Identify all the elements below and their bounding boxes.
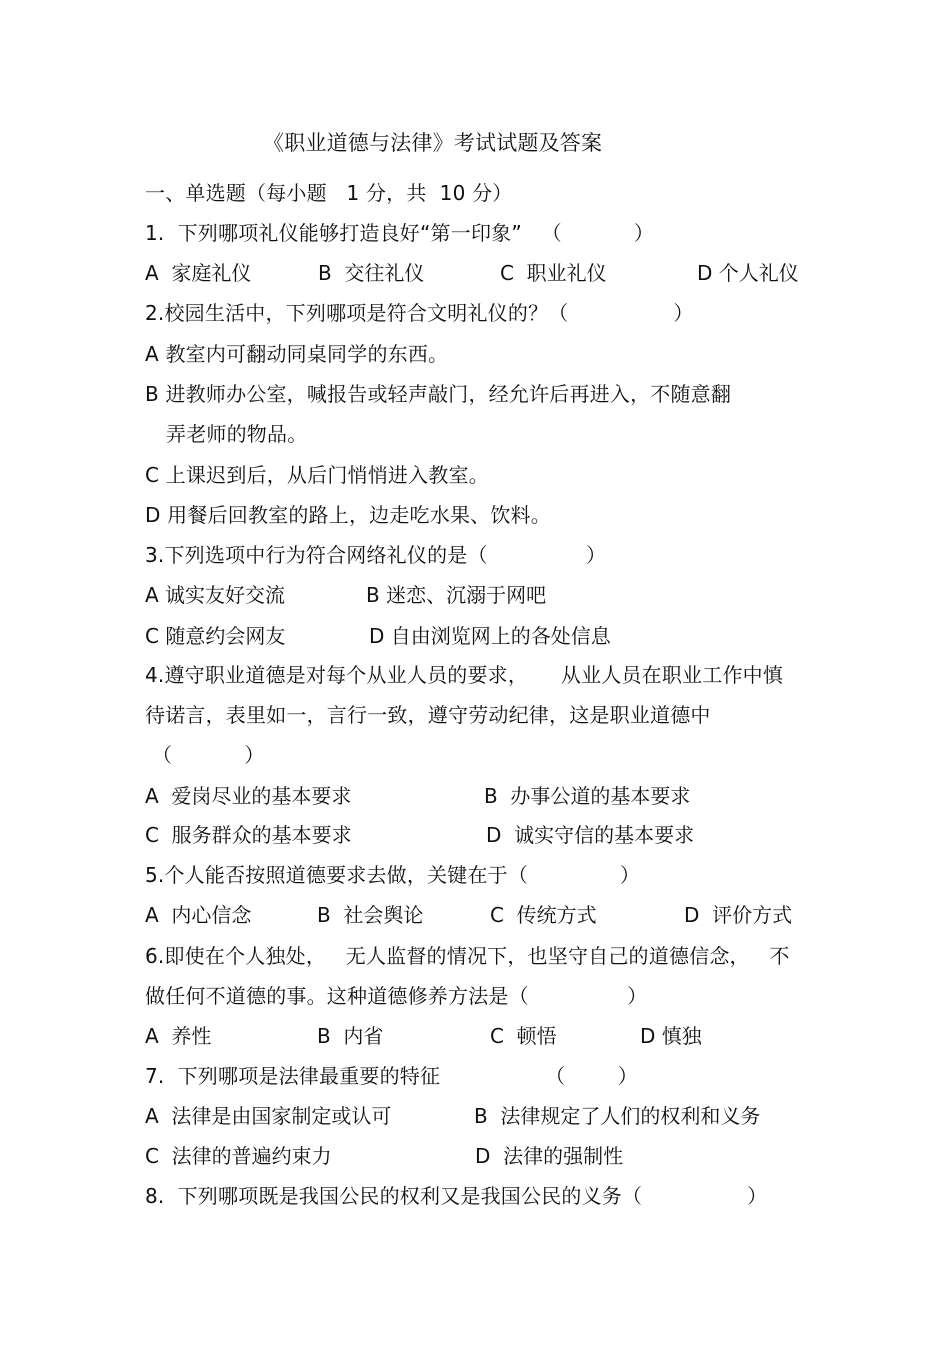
- question-2-option-d: D 用餐后回教室的路上，边走吃水果、饮料。: [145, 503, 551, 527]
- question-4-stem-line-3: （ ）: [152, 743, 265, 767]
- question-3-option-c: C 随意约会网友: [145, 624, 286, 648]
- question-7-option-a: A 法律是由国家制定或认可: [145, 1104, 392, 1128]
- question-1-option-d: D 个人礼仪: [697, 261, 799, 285]
- question-4-option-c: C 服务群众的基本要求: [145, 823, 352, 847]
- question-3-option-d: D 自由浏览网上的各处信息: [369, 624, 611, 648]
- question-2-option-a: A 教室内可翻动同桌同学的东西。: [145, 342, 449, 366]
- question-1-option-c: C 职业礼仪: [500, 261, 607, 285]
- question-6-option-c: C 顿悟: [490, 1024, 557, 1048]
- question-3-option-b: B 迷恋、沉溺于网吧: [366, 583, 547, 607]
- question-2-stem: 2.校园生活中，下列哪项是符合文明礼仪的？（ ）: [145, 301, 694, 325]
- question-5-option-d: D 评价方式: [684, 903, 793, 927]
- question-7-option-b: B 法律规定了人们的权利和义务: [474, 1104, 761, 1128]
- question-8-stem: 8. 下列哪项既是我国公民的权利又是我国公民的义务（ ）: [145, 1184, 768, 1208]
- question-2-option-b: B 进教师办公室，喊报告或轻声敲门，经允许后再进入，不随意翻: [145, 382, 732, 406]
- question-5-stem: 5.个人能否按照道德要求去做，关键在于（ ）: [145, 863, 641, 887]
- document-title: 《职业道德与法律》考试试题及答案: [263, 131, 603, 155]
- question-6-option-b: B 内省: [317, 1024, 384, 1048]
- section-heading: 一、单选题（每小题 1 分，共 10 分）: [145, 181, 513, 205]
- question-7-stem: 7. 下列哪项是法律最重要的特征 （ ）: [145, 1064, 638, 1088]
- question-5-option-c: C 传统方式: [490, 903, 597, 927]
- question-4-option-d: D 诚实守信的基本要求: [486, 823, 695, 847]
- question-7-option-d: D 法律的强制性: [475, 1144, 624, 1168]
- question-3-stem: 3.下列选项中行为符合网络礼仪的是（ ）: [145, 543, 607, 567]
- question-5-option-b: B 社会舆论: [317, 903, 424, 927]
- question-1-option-b: B 交往礼仪: [318, 261, 425, 285]
- question-2-option-b-continued: 弄老师的物品。: [166, 422, 308, 446]
- question-2-option-c: C 上课迟到后，从后门悄悄进入教室。: [145, 463, 489, 487]
- question-6-option-d: D 慎独: [640, 1024, 702, 1048]
- question-7-option-c: C 法律的普遍约束力: [145, 1144, 332, 1168]
- question-6-stem-line-2: 做任何不道德的事。这种道德修养方法是（ ）: [145, 984, 648, 1008]
- question-1-stem: 1. 下列哪项礼仪能够打造良好“第一印象” （ ）: [145, 221, 655, 245]
- question-3-option-a: A 诚实友好交流: [145, 583, 286, 607]
- question-5-option-a: A 内心信念: [145, 903, 252, 927]
- question-6-option-a: A 养性: [145, 1024, 212, 1048]
- question-4-option-a: A 爱岗尽业的基本要求: [145, 784, 352, 808]
- question-4-stem-line-2: 待诺言，表里如一，言行一致，遵守劳动纪律，这是职业道德中: [145, 703, 711, 727]
- question-4-option-b: B 办事公道的基本要求: [484, 784, 691, 808]
- question-4-stem-line-1: 4.遵守职业道德是对每个从业人员的要求， 从业人员在职业工作中慎: [145, 663, 784, 687]
- question-1-option-a: A 家庭礼仪: [145, 261, 252, 285]
- question-6-stem-line-1: 6.即使在个人独处， 无人监督的情况下，也坚守自己的道德信念， 不: [145, 944, 790, 968]
